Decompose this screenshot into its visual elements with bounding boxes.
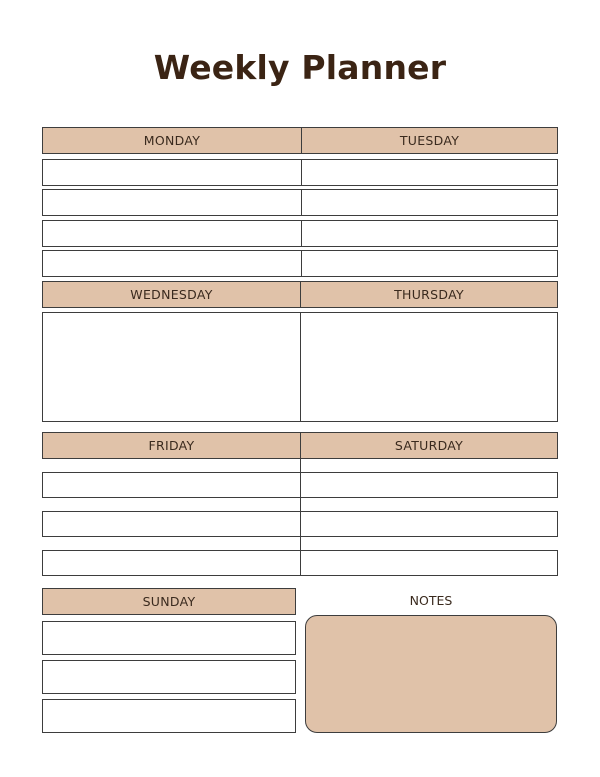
tuesday-line-3[interactable] [301, 220, 558, 247]
sunday-header: SUNDAY [42, 588, 296, 615]
friday-line-2[interactable] [42, 511, 301, 537]
friday-header: FRIDAY [42, 432, 301, 459]
tuesday-line-1[interactable] [301, 159, 558, 186]
sunday-line-3[interactable] [42, 699, 296, 733]
friday-line-1[interactable] [42, 472, 301, 498]
saturday-header: SATURDAY [300, 432, 558, 459]
monday-header: MONDAY [42, 127, 302, 154]
wednesday-box[interactable] [42, 312, 301, 422]
tuesday-line-2[interactable] [301, 189, 558, 216]
monday-line-2[interactable] [42, 189, 302, 216]
monday-line-3[interactable] [42, 220, 302, 247]
notes-label: NOTES [409, 593, 453, 608]
wednesday-header: WEDNESDAY [42, 281, 301, 308]
notes-box[interactable] [305, 615, 557, 733]
monday-line-4[interactable] [42, 250, 302, 277]
thursday-box[interactable] [300, 312, 558, 422]
sunday-line-1[interactable] [42, 621, 296, 655]
saturday-line-1[interactable] [300, 472, 558, 498]
monday-line-1[interactable] [42, 159, 302, 186]
page-title: Weekly Planner [153, 48, 447, 87]
saturday-line-2[interactable] [300, 511, 558, 537]
friday-line-3[interactable] [42, 550, 301, 576]
saturday-line-3[interactable] [300, 550, 558, 576]
thursday-header: THURSDAY [300, 281, 558, 308]
sunday-line-2[interactable] [42, 660, 296, 694]
tuesday-line-4[interactable] [301, 250, 558, 277]
tuesday-header: TUESDAY [301, 127, 558, 154]
